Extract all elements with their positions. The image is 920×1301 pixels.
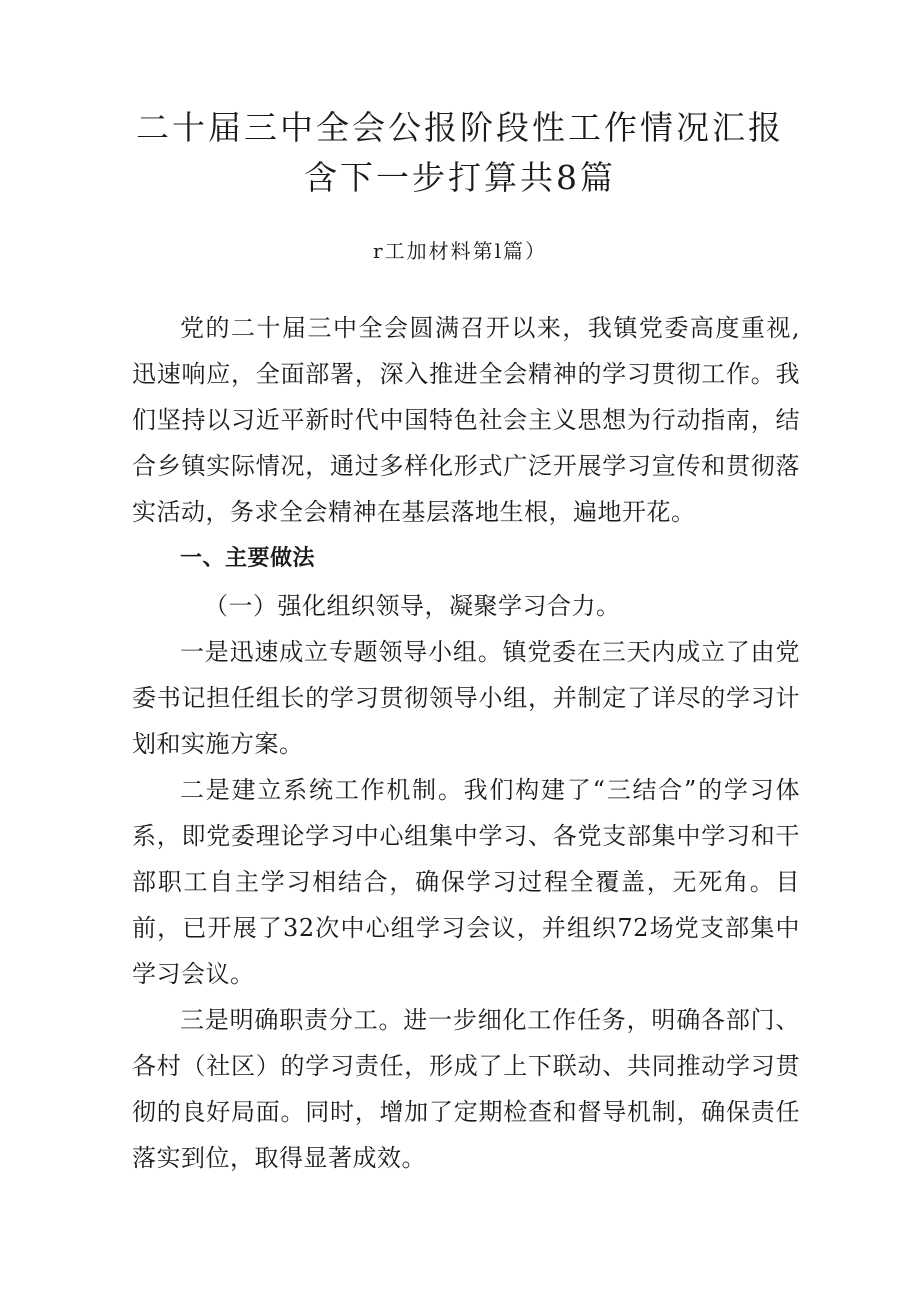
document-body [132, 305, 800, 1181]
section-heading-main-practices: 一、主要做法 [180, 546, 316, 571]
item-paragraph-2: 二是建立系统工作机制。我们构建了“三结合”的学习体系，即党委理论学习中心组集中学习、各党支部集中学习和干部职工自主学习相结合，确保学习过程全覆盖，无死角。目前，已开展了32次中心组学习会议，并组织72场党支部集中学习会议。 [132, 776, 800, 988]
intro-paragraph: 党的二十届三中全会圆满召开以来，我镇党委高度重视,迅速响应，全面部署，深入推进全会精神的学习贯彻工作。我们坚持以习近平新时代中国特色社会主义思想为行动指南，结合乡镇实际情况，通过多样化形式广泛开展学习宣传和贯彻落实活动，务求全会精神在基层落地生根，遍地开花。 [132, 314, 800, 526]
subsection-heading-organization: （一）强化组织领导，凝聚学习合力。 [204, 592, 621, 620]
document-title-line1: 二十届三中全会公报阶段性工作情况汇报 [136, 108, 784, 147]
document-title-line2: 含下一步打算共8篇 [304, 158, 616, 197]
item-paragraph-3: 三是明确职责分工。进一步细化工作任务，明确各部门、各村（社区）的学习责任，形成了上下联动、共同推动学习贯彻的良好局面。同时，增加了定期检查和督导机制，确保责任落实到位，取得显著成效。 [132, 1006, 800, 1172]
document-subtitle: r工加材料第l篇） [373, 239, 547, 263]
item-paragraph-1: 一是迅速成立专题领导小组。镇党委在三天内成立了由党委书记担任组长的学习贯彻领导小组，并制定了详尽的学习计划和实施方案。 [132, 638, 800, 758]
